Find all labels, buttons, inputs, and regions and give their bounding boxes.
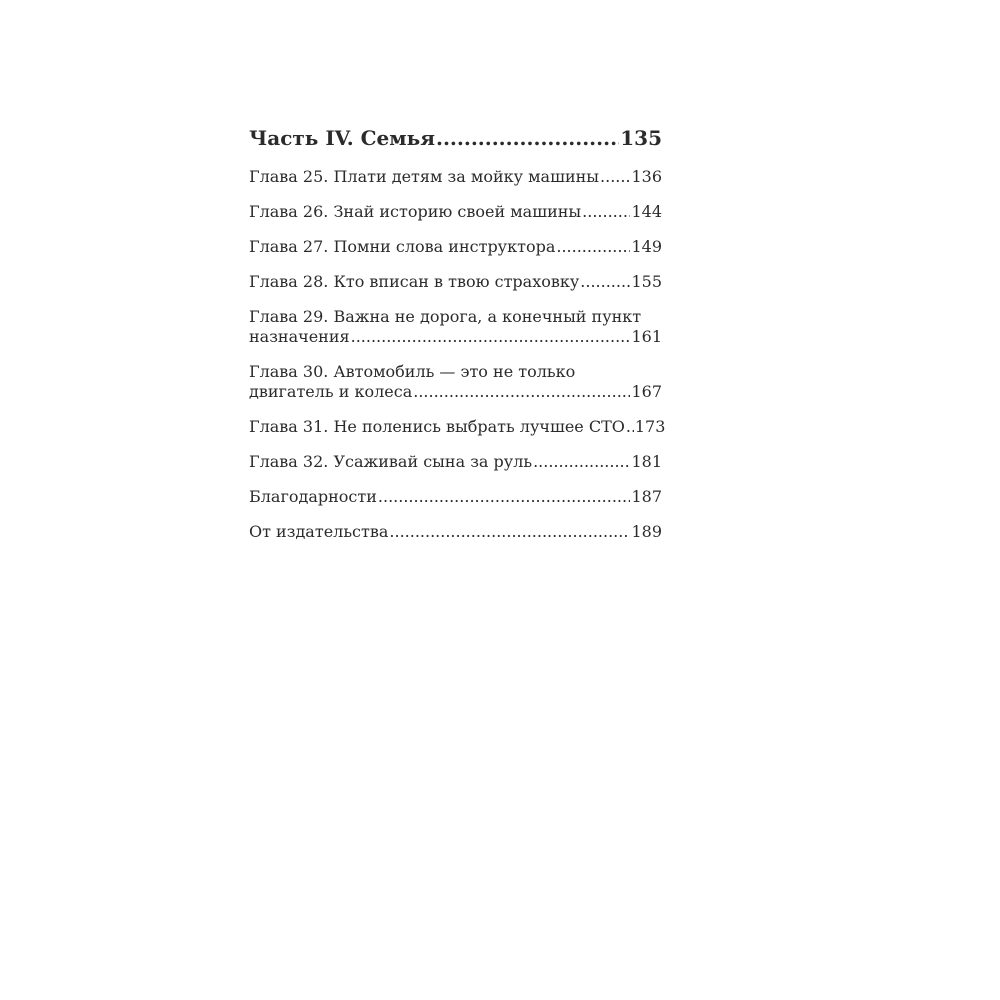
- entry-title-line-1: Глава 30. Автомобиль — это не только: [249, 362, 576, 381]
- entry-page-number: 149: [631, 237, 662, 256]
- entry-title: Глава 26. Знай историю своей машины: [249, 202, 582, 221]
- dot-leader: [580, 272, 630, 292]
- entry-title: От издательства: [249, 522, 389, 541]
- entry-title: Благодарности: [249, 487, 377, 506]
- dot-leader: [556, 237, 630, 257]
- toc-entry: [249, 307, 662, 347]
- toc-entry: [249, 452, 662, 472]
- table-of-contents: [249, 124, 666, 542]
- entry-page-number: 144: [631, 202, 662, 221]
- entry-title: Глава 25. Плати детям за мойку машины: [249, 167, 600, 186]
- entry-page-number: 181: [631, 452, 662, 471]
- dot-leader: [582, 202, 630, 222]
- dot-leader: [436, 124, 619, 152]
- entry-title: Глава 32. Усаживай сына за руль: [249, 452, 533, 471]
- toc-entry: [249, 362, 662, 402]
- dot-leader: [533, 452, 630, 472]
- entry-page-number: 161: [631, 327, 662, 346]
- entry-page-number: 136: [631, 167, 662, 186]
- toc-entry: [249, 202, 662, 222]
- entry-title: Глава 28. Кто вписан в твою страховку: [249, 272, 580, 291]
- entry-page-number: 173: [634, 417, 666, 436]
- dot-leader: [351, 327, 631, 347]
- entry-title: Глава 31. Не поленись выбрать лучшее СТО: [249, 417, 625, 436]
- entry-title: назначения: [249, 327, 350, 346]
- toc-entry: [249, 487, 662, 507]
- part-page-number: 135: [620, 126, 662, 150]
- dot-leader: [389, 522, 630, 542]
- toc-entry: [249, 237, 662, 257]
- toc-entry: [249, 417, 666, 437]
- entry-title: Глава 27. Помни слова инструктора: [249, 237, 556, 256]
- toc-entry: [249, 272, 662, 292]
- toc-entry: [249, 522, 662, 542]
- entry-page-number: 167: [631, 382, 662, 401]
- entry-title: двигатель и колеса: [249, 382, 413, 401]
- dot-leader: [626, 417, 634, 437]
- toc-part-heading: [249, 124, 662, 152]
- entry-page-number: 155: [631, 272, 662, 291]
- entry-title-line-1: Глава 29. Важна не дорога, а конечный пункт: [249, 307, 642, 326]
- entry-page-number: 187: [631, 487, 662, 506]
- toc-entry: [249, 167, 662, 187]
- entry-page-number: 189: [631, 522, 662, 541]
- dot-leader: [413, 382, 630, 402]
- dot-leader: [600, 167, 630, 187]
- part-title: Часть IV. Семья: [249, 126, 435, 150]
- dot-leader: [378, 487, 631, 507]
